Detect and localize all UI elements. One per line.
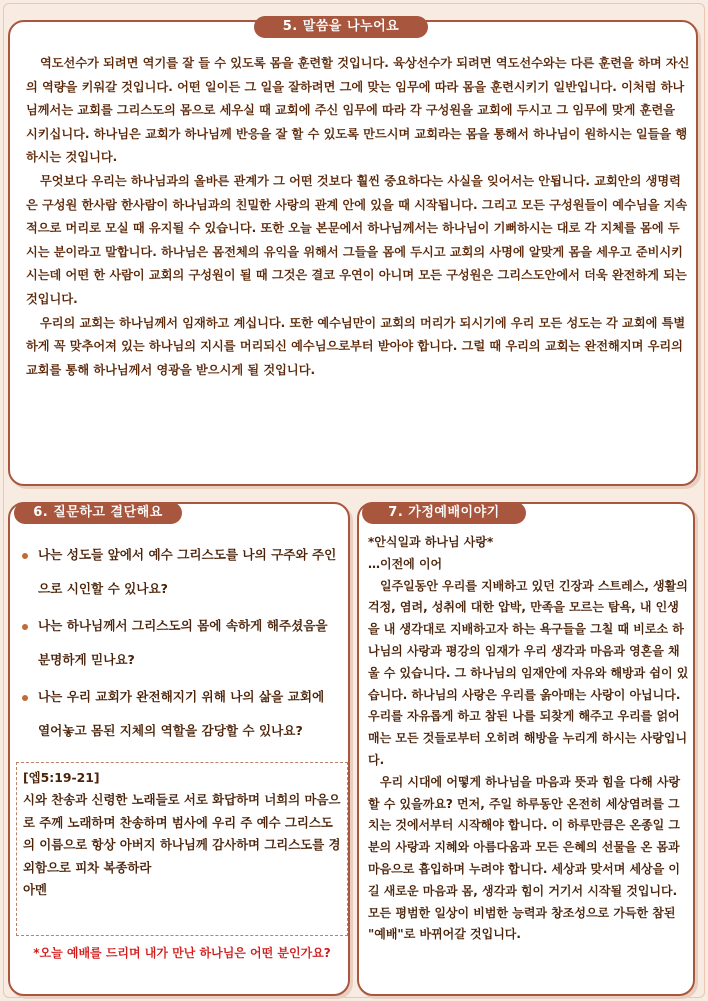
scripture-text: 시와 찬송과 신령한 노래들로 서로 화답하며 너희의 마음으로 주께 노래하며 찬송하며 범사에 우리 주 예수 그리스도의 이름으로 항상 아버지 하나님께 감사하며 그리스도를 경외함으로 피차 복종하라 [23, 792, 341, 875]
section-7-subtitle: *안식일과 하나님 사랑* [368, 535, 494, 549]
section-7-body [368, 532, 690, 946]
question-item [20, 680, 340, 748]
section-7-paragraph: 일주일동안 우리를 지배하고 있던 긴장과 스트레스, 생활의 걱정, 염려, 성취에 대한 압박, 만족을 모르는 탐욕, 내 인생을 내 생각대로 지배하고자 하는 욕구들을 그칠 때 비로소 하나님의 사랑과 평강의 임재가 우리 생각과 마음과 영혼을 채울 수 있습니다. 그 하나님의 임재안에 자유와 해방과 쉼이 있습니다. 하나님의 사랑은 우리를 옭아매는 사랑이 아닙니다. 우리를 자유롭게 하고 참된 나를 되찾게 해주고 우리를 얽어매는 모든 것들로부터 오히려 해방을 누리게 하시는 사랑입니다. [368, 578, 689, 767]
question-item [20, 538, 340, 606]
question-item [20, 609, 340, 677]
question-list [20, 538, 340, 751]
section-5-paragraph: 우리의 교회는 하나님께서 임재하고 계십니다. 또한 예수님만이 교회의 머리가 되시기에 우리 모든 성도는 각 교회에 특별하게 꼭 맞추어져 있는 하나님의 지시를 머리되신 예수님으로부터 받아야 합니다. 그럴 때 우리의 교회는 완전해지며 우리의 교회를 통해 하나님께서 영광을 받으시게 될 것입니다. [26, 315, 686, 377]
scripture-amen: 아멘 [23, 882, 47, 898]
section-5-paragraph: 무엇보다 우리는 하나님과의 올바른 관계가 그 어떤 것보다 훨씬 중요하다는 사실을 잊어서는 안됩니다. 교회안의 생명력은 구성원 한사람 한사람이 하나님과의 친밀한 사랑의 관계 안에 있을 때 시작됩니다. 그리고 모든 구성원들이 예수님을 지속적으로 머리로 모실 때 유지될 수 있습니다. 또한 오늘 본문에서 하나님께서는 하나님이 기뻐하시는 대로 각 지체를 몸에 두시는 분이라고 말합니다. 하나님은 몸전체의 유익을 위해서 그들을 몸에 두시고 교회의 사명에 알맞게 몸을 세우고 준비시키시는데 어떤 한 사람이 교회의 구성원이 될 때 그것은 결코 우연이 아니며 모든 구성원은 그리스도안에서 더욱 완전하게 되는 것입니다. [26, 173, 688, 306]
bullet-icon [22, 553, 28, 559]
section-5-paragraph: 역도선수가 되려면 역기를 잘 들 수 있도록 몸을 훈련할 것입니다. 육상선수가 되려면 역도선수와는 다른 훈련을 하며 자신의 역량을 키워갈 것입니다. 어떤 일이든 그 일을 잘하려면 그에 맞는 임무에 따라 몸을 훈련시키기 일반입니다. 이처럼 하나님께서는 교회를 그리스도의 몸으로 세우실 때 교회에 주신 임무에 따라 각 구성원을 교회에 두시고 그 임무에 맞게 훈련을 시키십니다. 하나님은 교회가 하나님께 반응을 잘 할 수 있도록 만드시며 교회라는 몸을 통해서 하나님이 원하시는 일들을 행하시는 것입니다. [26, 56, 690, 165]
section-5-title: 5. 말씀을 나누어요 [254, 16, 428, 38]
question-text: 나는 우리 교회가 완전해지기 위해 나의 삶을 교회에 열어놓고 몸된 지체의 역할을 감당할 수 있나요? [38, 689, 325, 738]
reflection-callout: *오늘 예배를 드리며 내가 만난 하나님은 어떤 분인가요? [33, 946, 331, 960]
question-text: 나는 성도들 앞에서 예수 그리스도를 나의 구주와 주인으로 시인할 수 있나요? [38, 547, 337, 596]
scripture-reference: [엡5:19-21] [23, 770, 100, 785]
bullet-icon [22, 695, 28, 701]
bullet-icon [22, 624, 28, 630]
section-7-paragraph: 우리 시대에 어떻게 하나님을 마음과 뜻과 힘을 다해 사랑할 수 있을까요? 먼저, 주일 하루동안 온전히 세상염려를 그치는 것에서부터 시작해야 합니다. 이 하루만큼은 온종일 그분의 사랑과 지혜와 아름다움과 모든 은혜의 선물을 온 몸과 마음으로 흡입하며 누려야 합니다. 세상과 맞서며 세상을 이길 새로운 마음과 몸, 생각과 힘이 거기서 시작될 것입니다. 모든 평범한 일상이 비범한 능력과 창조성으로 가득한 참된 "예배"로 바뀌어갈 것입니다. [368, 774, 681, 942]
section-6-title: 6. 질문하고 결단해요 [14, 502, 182, 524]
scripture-box [16, 762, 348, 936]
section-7-continued: …이전에 이어 [368, 556, 443, 571]
question-text: 나는 하나님께서 그리스도의 몸에 속하게 해주셨음을 분명하게 믿나요? [38, 618, 328, 667]
section-7-title: 7. 가정예배이야기 [362, 502, 526, 524]
section-5-body [26, 52, 690, 382]
